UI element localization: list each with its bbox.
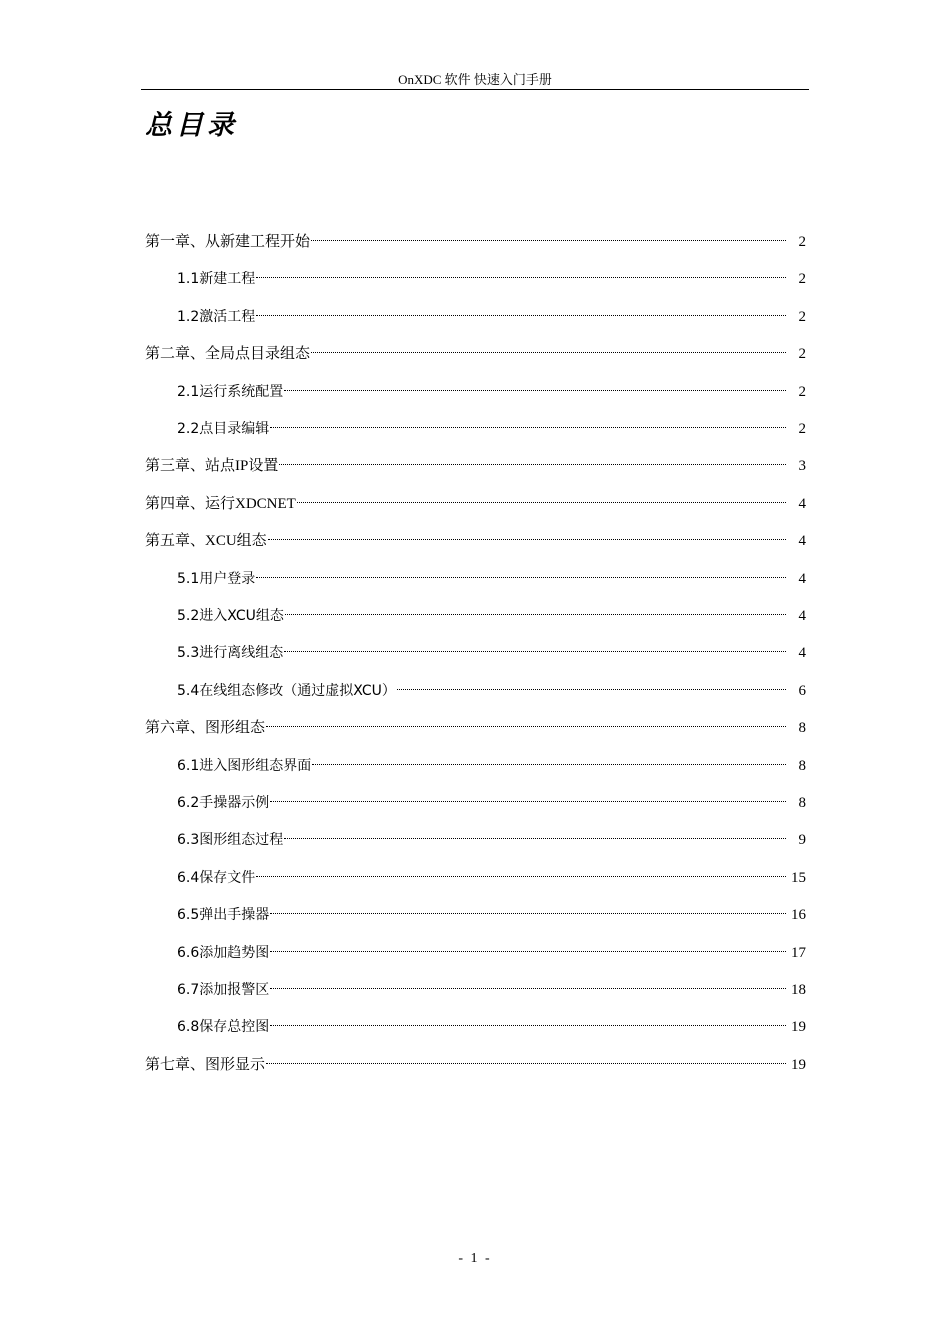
toc-entry-page-number: 19 <box>791 1057 806 1073</box>
toc-section-entry[interactable] <box>177 635 806 661</box>
toc-section-entry[interactable] <box>177 822 806 848</box>
toc-entry-page-number: 4 <box>798 496 806 512</box>
toc-dot-leader <box>256 261 786 283</box>
toc-entry-title: 2.1运行系统配置 <box>177 384 284 400</box>
toc-dot-leader <box>284 822 786 844</box>
toc-entry-page-number: 4 <box>798 571 806 587</box>
toc-entry-title: 2.2点目录编辑 <box>177 421 270 437</box>
page-number: - 1 - <box>458 1251 492 1266</box>
toc-section-entry[interactable] <box>177 860 806 886</box>
toc-section-entry[interactable] <box>177 598 806 624</box>
toc-entry-page-number: 4 <box>798 533 806 549</box>
toc-entry-title: 6.3图形组态过程 <box>177 832 284 848</box>
toc-entry-page-number: 15 <box>791 870 806 886</box>
toc-entry-page-number: 17 <box>791 945 806 961</box>
toc-chapter-entry[interactable] <box>145 710 806 736</box>
toc-entry-page-number: 2 <box>798 384 806 400</box>
toc-dot-leader <box>256 299 786 321</box>
toc-section-entry[interactable] <box>177 1009 806 1035</box>
toc-entry-page-number: 16 <box>791 907 806 923</box>
toc-dot-leader <box>270 897 786 919</box>
toc-entry-title: 1.2激活工程 <box>177 309 256 325</box>
toc-entry-title: 第六章、图形组态 <box>145 720 266 736</box>
toc-section-entry[interactable] <box>177 972 806 998</box>
toc-chapter-entry[interactable] <box>145 224 806 250</box>
toc-entry-title: 5.1用户登录 <box>177 571 256 587</box>
toc-entry-page-number: 8 <box>798 758 806 774</box>
toc-dot-leader <box>268 523 786 545</box>
toc-section-entry[interactable] <box>177 785 806 811</box>
toc-section-entry[interactable] <box>177 935 806 961</box>
toc-section-entry[interactable] <box>177 748 806 774</box>
toc-dot-leader <box>256 561 786 583</box>
running-header: OnXDC 软件 快速入门手册 <box>398 72 552 87</box>
toc-entry-title: 5.4在线组态修改（通过虚拟XCU） <box>177 683 396 699</box>
toc-entry-page-number: 6 <box>798 683 806 699</box>
toc-chapter-entry[interactable] <box>145 448 806 474</box>
toc-dot-leader <box>270 935 786 957</box>
toc-dot-leader <box>284 374 786 396</box>
toc-chapter-entry[interactable] <box>145 523 806 549</box>
toc-entry-page-number: 3 <box>798 458 806 474</box>
toc-chapter-entry[interactable] <box>145 486 806 512</box>
toc-entry-page-number: 18 <box>791 982 806 998</box>
toc-section-entry[interactable] <box>177 374 806 400</box>
toc-entry-page-number: 8 <box>798 795 806 811</box>
toc-dot-leader <box>270 411 786 433</box>
toc-entry-title: 6.5弹出手操器 <box>177 907 270 923</box>
toc-dot-leader <box>284 635 786 657</box>
toc-entry-title: 6.8保存总控图 <box>177 1019 270 1035</box>
toc-entry-page-number: 2 <box>798 309 806 325</box>
toc-entry-title: 1.1新建工程 <box>177 271 256 287</box>
toc-entry-title: 6.7添加报警区 <box>177 982 270 998</box>
toc-entry-page-number: 8 <box>798 720 806 736</box>
toc-dot-leader <box>285 598 786 620</box>
toc-entry-page-number: 2 <box>798 234 806 250</box>
toc-dot-leader <box>270 785 786 807</box>
toc-dot-leader <box>270 972 786 994</box>
toc-entry-page-number: 19 <box>791 1019 806 1035</box>
toc-dot-leader <box>311 336 786 358</box>
toc-entry-page-number: 2 <box>798 346 806 362</box>
toc-entry-title: 第二章、全局点目录组态 <box>145 346 311 362</box>
toc-title: 总目录 <box>145 110 238 141</box>
toc-dot-leader <box>270 1009 786 1031</box>
toc-entry-title: 第四章、运行XDCNET <box>145 496 296 512</box>
toc-entry-title: 6.2手操器示例 <box>177 795 270 811</box>
toc-entry-title: 6.1进入图形组态界面 <box>177 758 312 774</box>
toc-entry-page-number: 2 <box>798 271 806 287</box>
toc-chapter-entry[interactable] <box>145 1047 806 1073</box>
toc-entry-title: 5.2进入XCU组态 <box>177 608 284 624</box>
toc-entry-title: 第一章、从新建工程开始 <box>145 234 311 250</box>
toc-section-entry[interactable] <box>177 561 806 587</box>
toc-dot-leader <box>279 448 786 470</box>
toc-dot-leader <box>256 860 786 882</box>
toc-entry-page-number: 9 <box>798 832 806 848</box>
toc-entry-title: 6.4保存文件 <box>177 870 256 886</box>
toc-section-entry[interactable] <box>177 299 806 325</box>
toc-dot-leader <box>397 673 786 695</box>
toc-section-entry[interactable] <box>177 261 806 287</box>
toc-dot-leader <box>311 224 786 246</box>
toc-entry-title: 6.6添加趋势图 <box>177 945 270 961</box>
toc-dot-leader <box>312 748 786 770</box>
toc-entry-title: 第七章、图形显示 <box>145 1057 266 1073</box>
toc-dot-leader <box>297 486 786 508</box>
toc-entry-title: 第五章、XCU组态 <box>145 533 267 549</box>
toc-entry-title: 5.3进行离线组态 <box>177 645 284 661</box>
toc-entry-title: 第三章、站点IP设置 <box>145 458 279 474</box>
toc-section-entry[interactable] <box>177 673 806 699</box>
toc-dot-leader <box>266 1047 786 1069</box>
toc-section-entry[interactable] <box>177 411 806 437</box>
toc-dot-leader <box>266 710 786 732</box>
toc-entry-page-number: 2 <box>798 421 806 437</box>
toc-entry-page-number: 4 <box>798 608 806 624</box>
toc-entry-page-number: 4 <box>798 645 806 661</box>
toc-chapter-entry[interactable] <box>145 336 806 362</box>
toc-section-entry[interactable] <box>177 897 806 923</box>
